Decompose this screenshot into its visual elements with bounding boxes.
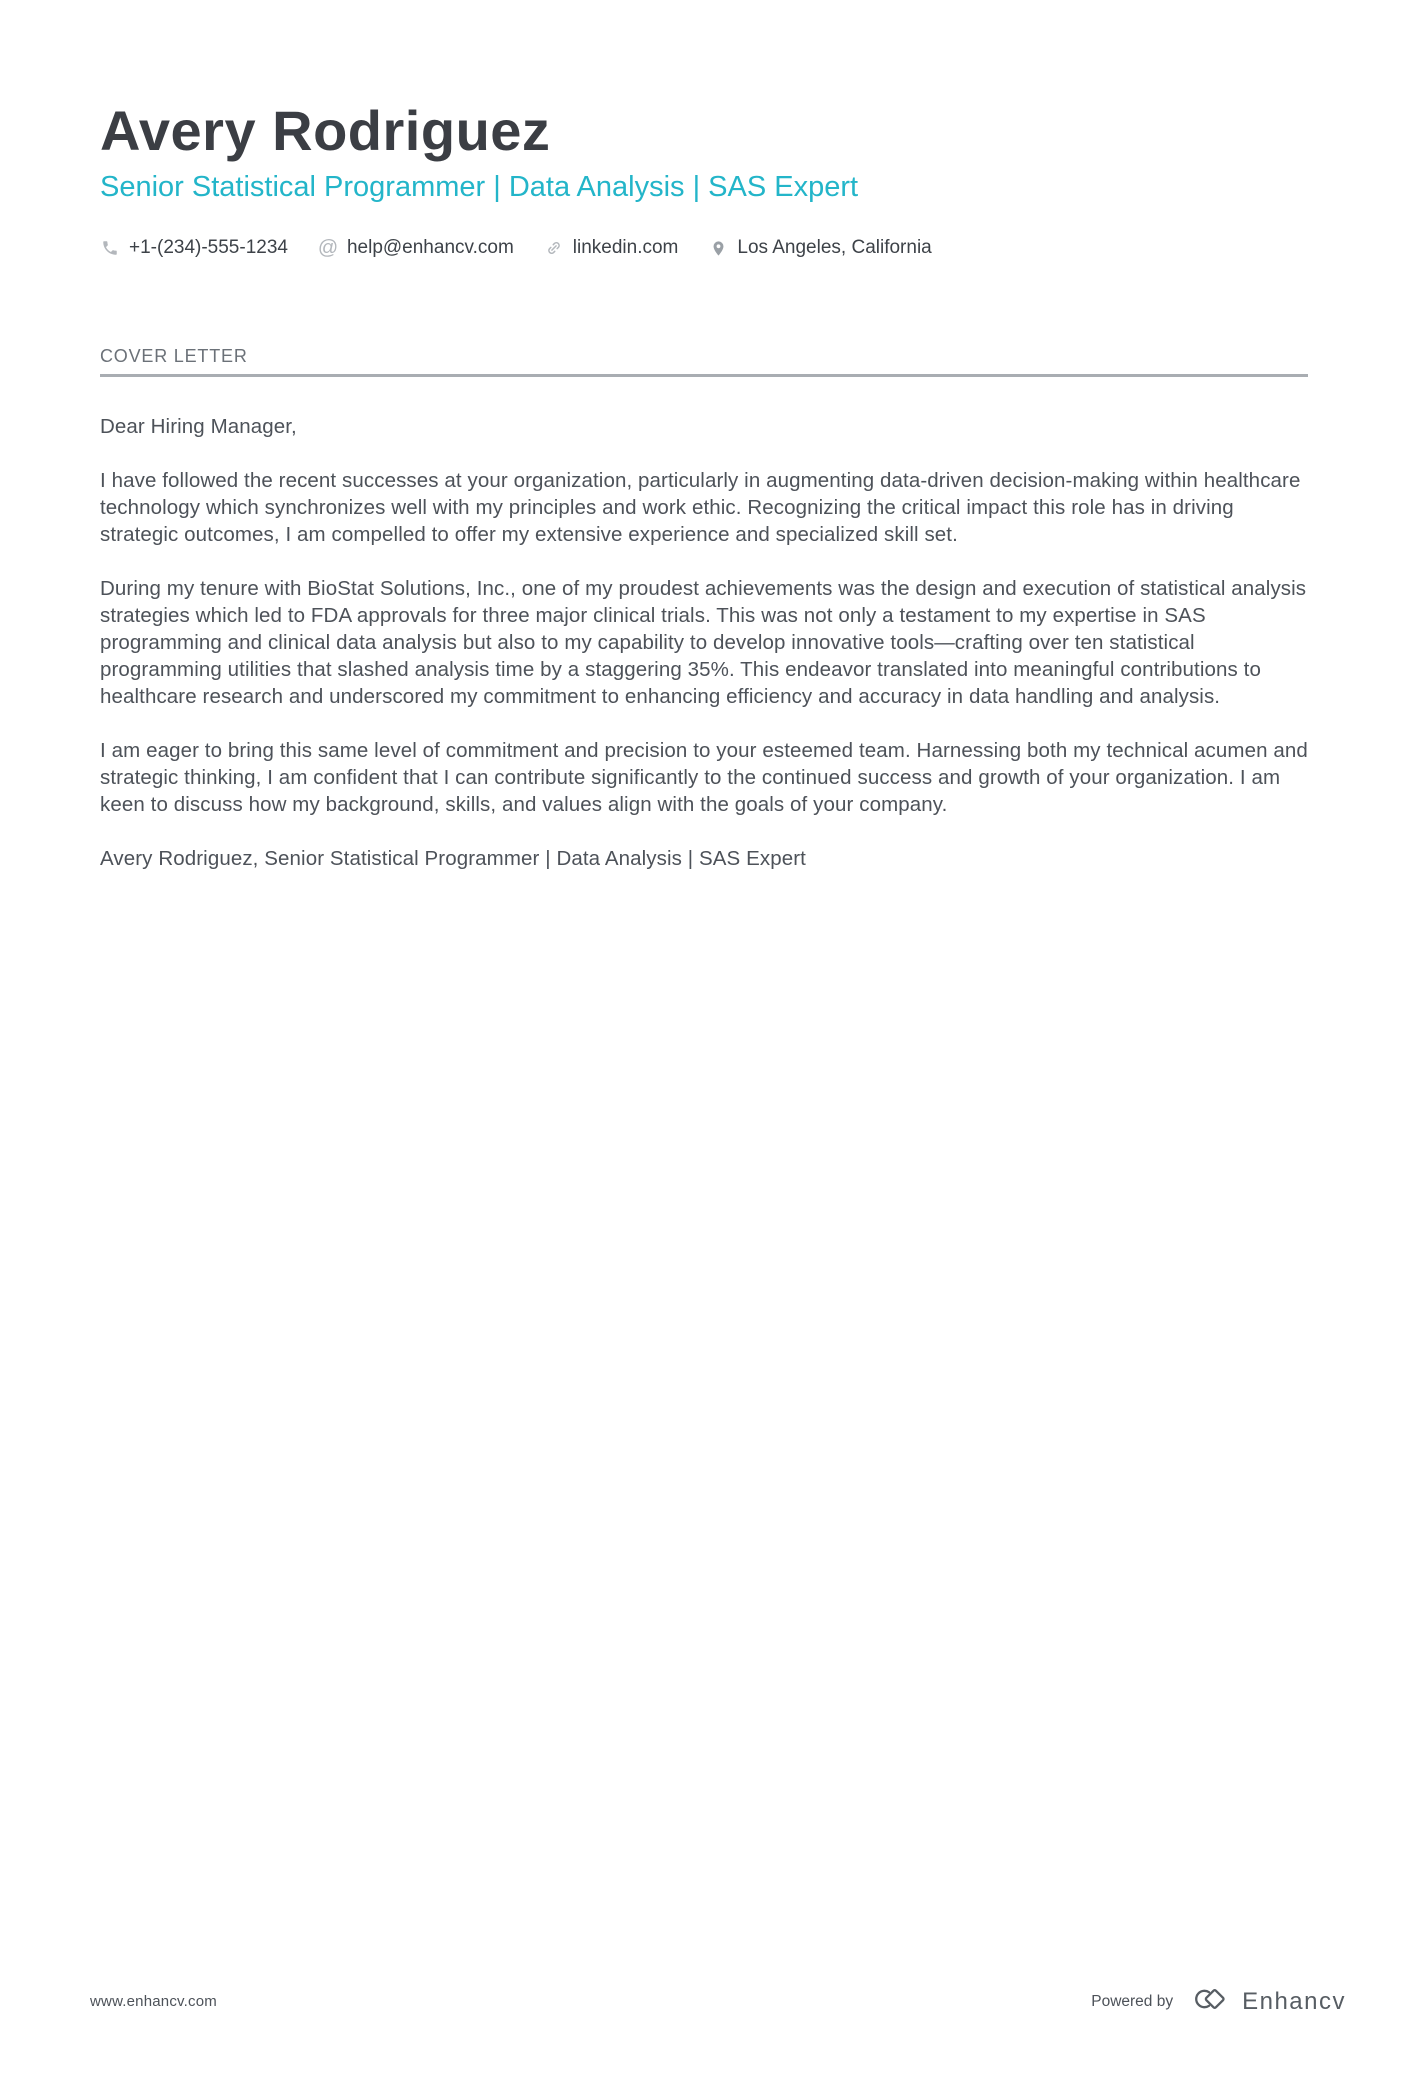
section-divider xyxy=(100,374,1308,377)
contact-row xyxy=(100,237,1308,259)
enhancv-logo-icon xyxy=(1187,1984,1233,2019)
person-headline: Senior Statistical Programmer | Data Analysis | SAS Expert xyxy=(100,171,859,204)
phone-icon xyxy=(100,238,120,258)
footer-website: www.enhancv.com xyxy=(90,1993,217,2010)
contact-linkedin xyxy=(544,237,679,259)
person-name: Avery Rodriguez xyxy=(100,99,551,162)
location-value: Los Angeles, California xyxy=(737,237,932,259)
at-icon: @ xyxy=(317,237,339,260)
letter-body xyxy=(100,413,1308,872)
contact-location xyxy=(708,237,931,259)
email-value: help@enhancv.com xyxy=(346,237,514,259)
brand-lockup xyxy=(1187,1984,1346,2019)
page-footer xyxy=(90,1984,1346,2019)
footer-brand xyxy=(1091,1984,1346,2019)
brand-wordmark: Enhancv xyxy=(1242,1987,1346,2015)
salutation: Dear Hiring Manager, xyxy=(100,415,297,439)
cover-letter-page xyxy=(0,98,1410,2093)
contact-phone xyxy=(100,237,288,259)
linkedin-value: linkedin.com xyxy=(572,237,679,259)
signature-line: Avery Rodriguez, Senior Statistical Programmer | Data Analysis | SAS Expert xyxy=(100,847,806,871)
section-label: COVER LETTER xyxy=(100,346,248,367)
phone-value: +1-(234)-555-1234 xyxy=(129,237,288,259)
contact-email xyxy=(318,237,514,259)
letter-paragraph: During my tenure with BioStat Solutions, Inc., one of my proudest achievements was the design and execution of statistical analysis strategies which led to FDA approvals for three major clinical trials. This was not only a testament to my expertise in SAS programming and clinical data analysis but also to my capability to develop innovative tools—crafting over ten statistical programming utilities that slashed analysis time by a staggering 35%. This endeavor translated into meaningful contributions to healthcare research and underscored my commitment to enhancing efficiency and accuracy in data handling and analysis. xyxy=(100,577,1307,709)
letter-paragraph: I have followed the recent successes at your organization, particularly in augmenting data-driven decision-making within healthcare technology which synchronizes well with my principles and work ethic. Recognizing the critical impact this role has in driving strategic outcomes, I am compelled to offer my extensive experience and specialized skill set. xyxy=(100,469,1301,547)
section-header xyxy=(100,345,1308,377)
location-pin-icon xyxy=(708,238,728,258)
letter-paragraph: I am eager to bring this same level of commitment and precision to your esteemed team. Harnessing both my technical acumen and strategic thinking, I am confident that I can contribute significantly to the continued success and growth of your organization. I am keen to discuss how my background, skills, and values align with the goals of your company. xyxy=(100,739,1308,817)
powered-by-label: Powered by xyxy=(1091,1992,1174,2010)
link-icon xyxy=(544,238,564,258)
